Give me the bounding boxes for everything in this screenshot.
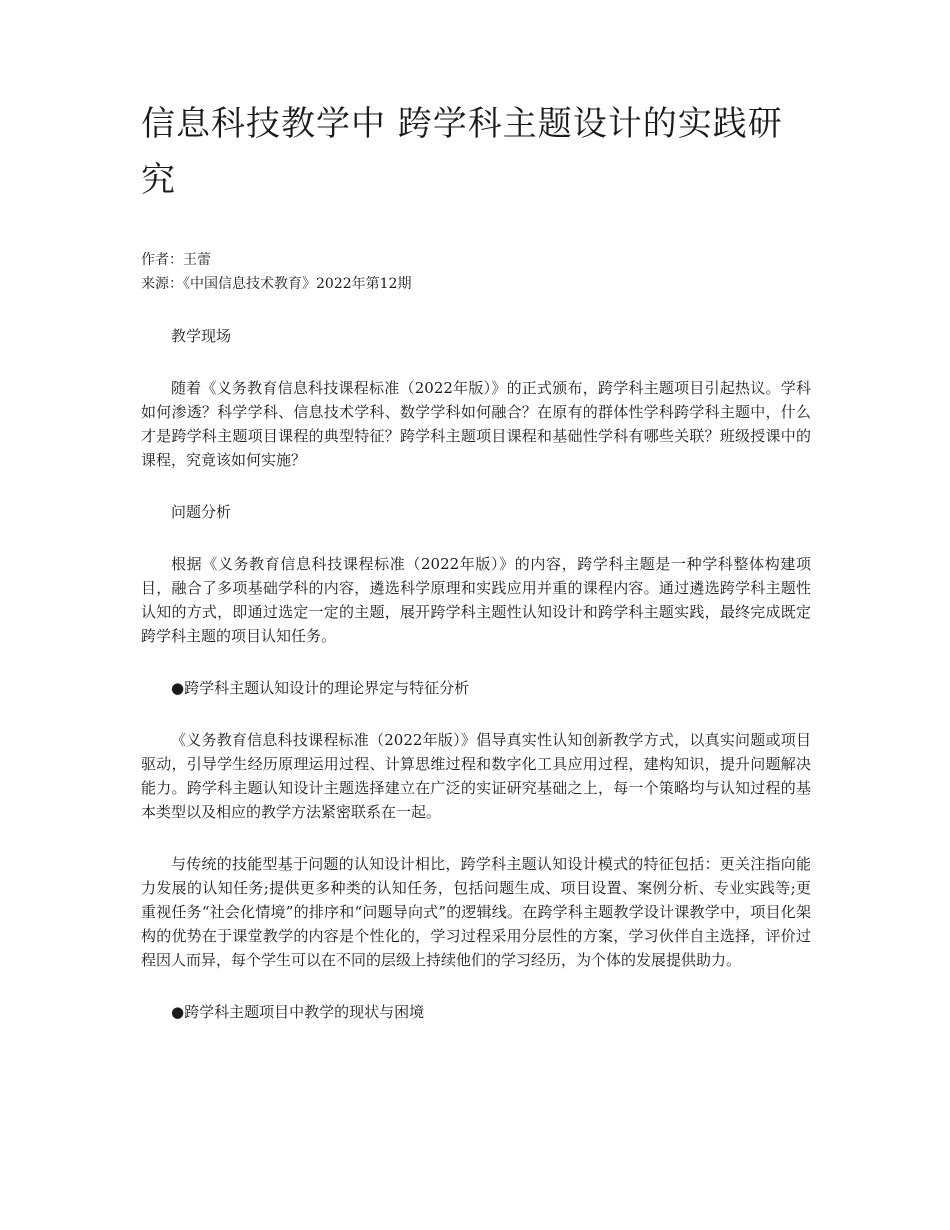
article-meta: [141, 248, 811, 296]
section-heading-theory: ●跨学科主题认知设计的理论界定与特征分析: [171, 679, 470, 697]
body-paragraph: 随着《义务教育信息科技课程标准（2022年版）》的正式颁布，跨学科主题项目引起热议。学科如何渗透？科学学科、信息技术学科、数学学科如何融合？在原有的群体性学科跨学科主题中，什么才是跨学科主题项目课程的典型特征？跨学科主题项目课程和基础性学科有哪些关联？班级授课中的课程，究竟该如何实施？: [141, 379, 811, 469]
body-paragraph: 根据《义务教育信息科技课程标准（2022年版）》的内容，跨学科主题是一种学科整体构建项目，融合了多项基础学科的内容，遴选科学原理和实践应用并重的课程内容。通过遴选跨学科主题性认知的方式，即通过选定一定的主题，展开跨学科主题性认知设计和跨学科主题实践，最终完成既定跨学科主题的项目认知任务。: [141, 555, 811, 645]
document-title: 信息科技教学中 跨学科主题设计的实践研究: [141, 104, 783, 200]
section-heading-status: ●跨学科主题项目中教学的现状与困境: [171, 1003, 425, 1021]
body-paragraph: 《义务教育信息科技课程标准（2022年版）》倡导真实性认知创新教学方式，以真实问题或项目驱动，引导学生经历原理运用过程、计算思维过程和数字化工具应用过程，建构知识，提升问题解决能力。跨学科主题认知设计主题选择建立在广泛的实证研究基础之上，每一个策略均与认知过程的基本类型以及相应的教学方法紧密联系在一起。: [141, 731, 811, 821]
author-line: 作者：王蕾: [141, 252, 211, 268]
section-heading-problem-analysis: 问题分析: [171, 503, 232, 521]
document-page: [141, 96, 811, 1024]
body-paragraph: 与传统的技能型基于问题的认知设计相比，跨学科主题认知设计模式的特征包括：更关注指向能力发展的认知任务;提供更多种类的认知任务，包括问题生成、项目设置、案例分析、专业实践等;更重视任务“社会化情境”的排序和“问题导向式”的逻辑线。在跨学科主题教学设计课教学中，项目化架构的优势在于课堂教学的内容是个性化的，学习过程采用分层性的方案，学习伙伴自主选择，评价过程因人而异，每个学生可以在不同的层级上持续他们的学习经历，为个体的发展提供助力。: [141, 855, 811, 969]
source-line: 来源：《中国信息技术教育》2022年第12期: [141, 276, 412, 292]
section-heading-teaching-scene: 教学现场: [171, 327, 232, 345]
